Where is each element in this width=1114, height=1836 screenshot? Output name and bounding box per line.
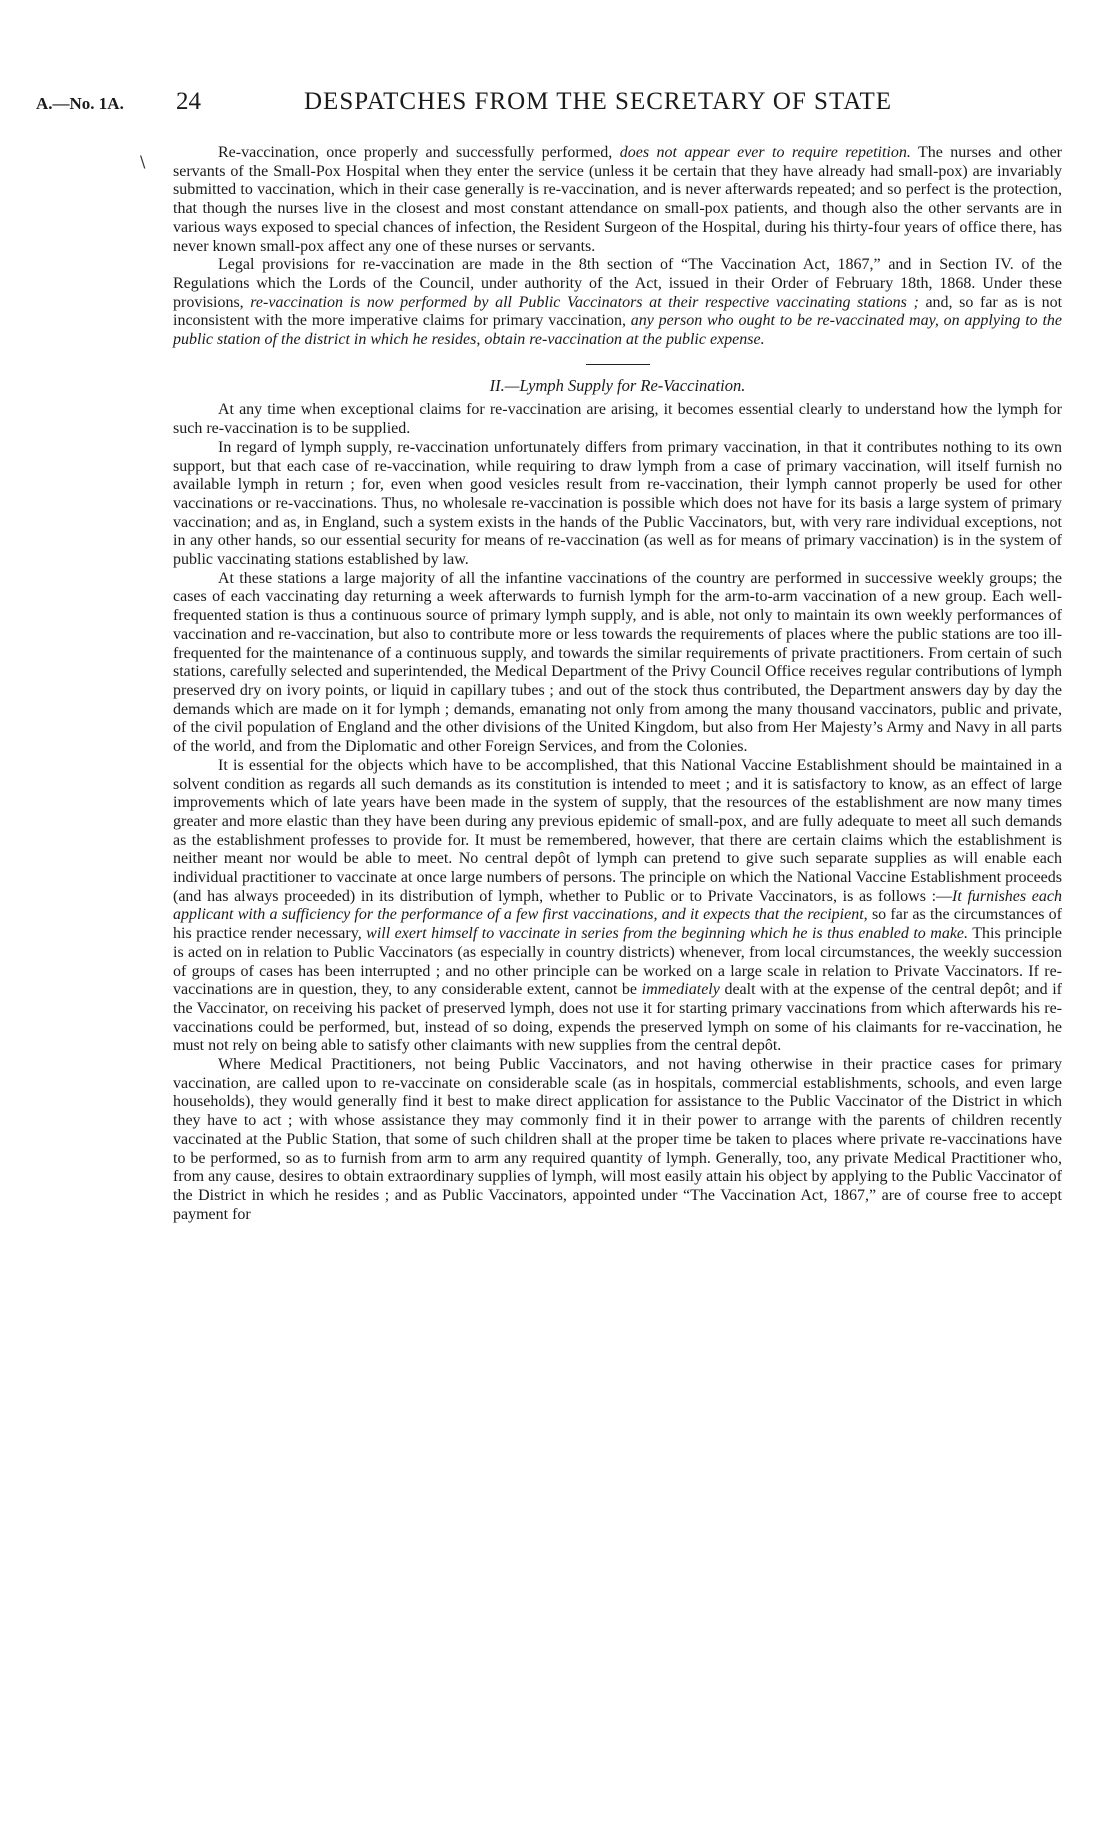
paragraph	[173, 757, 1062, 1056]
italic-text: It furnishes each applicant with a sufficiency for the performance of a few first vaccinations, and it expects that the recipient,	[173, 887, 1062, 924]
paragraph-group-2	[173, 401, 1062, 1224]
paragraph	[173, 401, 1062, 438]
text-run: In regard of lymph supply, re-vaccination unfortunately differs from primary vaccination, in that it contributes nothing to its own support, but that each case of re-vaccination, while requiring to draw lymph from a case of primary vaccination, will itself furnish no available lymph in return ; for, even when good vesicles result from re-vaccination, their lymph cannot properly be used for other vaccinations or re-vaccinations. Thus, no wholesale re-vaccination is possible which does not have for its basis a large system of primary vaccination; and as, in England, such a system exists in the hands of the Public Vaccinators, but, with very rare individual exceptions, not in any other hands, so our essential security for means of re-vaccination (as well as for means of primary vaccination) is in the system of public vaccinating stations established by law.	[173, 438, 1062, 569]
text-run: It is essential for the objects which have to be accomplished, that this National Vaccine Establishment should be maintained in a solvent condition as regards all such demands as its constitution is intended to meet ; and it is satisfactory to know, as an effect of large improvements which of late years have been made in the system of supply, that the resources of the establishment are now many times greater and more elastic than they have been during any previous epidemic of small-pox, and are fully adequate to meet all such demands as the establishment professes to provide for. It must be remembered, however, that there are certain claims which the establishment is neither meant nor would be able to meet. No central depôt of lymph can pretend to give such separate supplies as will enable each individual practitioner to vaccinate at once large numbers of persons. The principle on which the National Vaccine Establishment proceeds (and has always proceeded) in its distribution of lymph, whether to Public or to Private Vaccinators, is as follows :—	[173, 756, 1062, 905]
paragraph	[173, 144, 1062, 256]
paragraph-group-1	[173, 144, 1062, 350]
paragraph	[173, 570, 1062, 757]
running-title: DESPATCHES FROM THE SECRETARY OF STATE	[304, 88, 893, 115]
paragraph	[173, 1056, 1062, 1224]
body-text	[173, 144, 1062, 1224]
page-header	[36, 88, 1062, 122]
text-run: This principle is acted on in relation to Public Vaccinators (as especially in country districts) whenever, from local circumstances, the weekly succession of groups of cases has been interrupted ; and no other principle can be worked on a large scale in relation to Private Vaccinators. If re-vaccinations are in question, they, to any considerable extent, cannot be	[173, 925, 1063, 999]
document-reference: A.—No. 1A.	[36, 94, 124, 113]
section-heading: II.—Lymph Supply for Re-Vaccination.	[489, 375, 746, 395]
italic-text: immediately	[641, 981, 720, 999]
text-run: The nurses and other servants of the Small-Pox Hospital when they enter the service (unless it be certain that they have already had small-pox) are invariably submitted to vaccination, which in their case generally is re-vaccination, and is never afterwards repeated; and so perfect is the protection, that though the nurses live in the closest and most constant attendance on small-pox patients, and though also the other servants are in various ways exposed to special chances of infection, the Resident Surgeon of the Hospital, during his thirty-four years of office there, has never known small-pox affect any one of these nurses or servants.	[173, 144, 1062, 255]
italic-text: re-vaccination is now performed by all Public Vaccinators at their respective vaccinating stations ;	[250, 293, 919, 311]
text-run: Re-vaccination, once properly and successfully performed,	[218, 144, 620, 161]
text-run: At these stations a large majority of all the infantine vaccinations of the country are performed in successive weekly groups; the cases of each vaccinating day returning a week afterwards to furnish lymph for the arm-to-arm vaccination of a new group. Each well-frequented station is thus a continuous source of primary lymph supply, and is able, not only to maintain its own weekly performances of vaccination and re-vaccination, but also to contribute more or less towards the requirements of places where the public stations are too ill-frequented for the maintenance of a continuous supply, and towards the similar requirements of private practitioners. From certain of such stations, carefully selected and superintended, the Medical Department of the Privy Council Office receives regular contributions of lymph preserved dry on ivory points, or liquid in capillary tubes ; and out of the stock thus contributed, the Department answers day by day the demands which are made on it for lymph ; demands, emanating not only from among the many thousand vaccinators, public and private, of the civil population of England and the other divisions of the United Kingdom, but also from Her Majesty’s Army and Navy in all parts of the world, and from the Diplomatic and other Foreign Services, and from the Colonies.	[173, 569, 1062, 756]
text-run: Legal provisions for re-vaccination are made in the 8th section of “The Vaccination Act, 1867,” and in Section IV. of the Regulations which the Lords of the Council, under authority of the Act, issued in their Order of February 18th, 1868. Under these provisions,	[173, 256, 1062, 311]
paragraph	[173, 439, 1062, 570]
text-run: so far as the circumstances of his practice render necessary,	[173, 906, 1063, 943]
paragraph	[173, 256, 1062, 350]
text-run: and, so far as is not inconsistent with the more imperative claims for primary vaccination,	[173, 293, 1063, 330]
italic-text: does not appear ever to require repetition.	[619, 144, 911, 161]
italic-text: any person who ought to be re-vaccinated may, on applying to the public station of the district in which he resides, obtain re-vaccination at the public expense.	[173, 312, 1063, 349]
text-run: dealt with at the expense of the central depôt; and if the Vaccinator, on receiving his packet of preserved lymph, does not use it for starting primary vaccinations from which afterwards his re-vaccinations could be performed, but, instead of so doing, expends the preserved lymph on some of his claimants for re-vaccination, he must not rely on being able to satisfy other claimants with new supplies from the central depôt.	[173, 981, 1062, 1055]
text-run: At any time when exceptional claims for re-vaccination are arising, it becomes essential clearly to understand how the lymph for such re-vaccination is to be supplied.	[173, 401, 1062, 438]
margin-mark: \	[140, 152, 146, 171]
section-divider	[586, 364, 650, 365]
page-number: 24	[176, 88, 201, 115]
text-run: Where Medical Practitioners, not being Public Vaccinators, and not having otherwise in their practice cases for primary vaccination, are called upon to re-vaccinate on considerable scale (as in hospitals, commercial establishments, schools, and even large households), they would generally find it best to make direct application for assistance to the Public Vaccinator of the District in which they have to act ; with whose assistance they may commonly find it in their power to arrange with the parents of children recently vaccinated at the Public Station, that some of such children shall at the proper time be taken to places where private re-vaccinations have to be performed, so as to furnish from arm to arm any required quantity of lymph. Generally, too, any private Medical Practitioner who, from any cause, desires to obtain extraordinary supplies of lymph, will most easily attain his object by applying to the Public Vaccinator of the District in which he resides ; and as Public Vaccinators, appointed under “The Vaccination Act, 1867,” are of course free to accept payment for	[173, 1056, 1062, 1223]
italic-text: will exert himself to vaccinate in series from the beginning which he is thus enabled to make.	[366, 925, 969, 943]
